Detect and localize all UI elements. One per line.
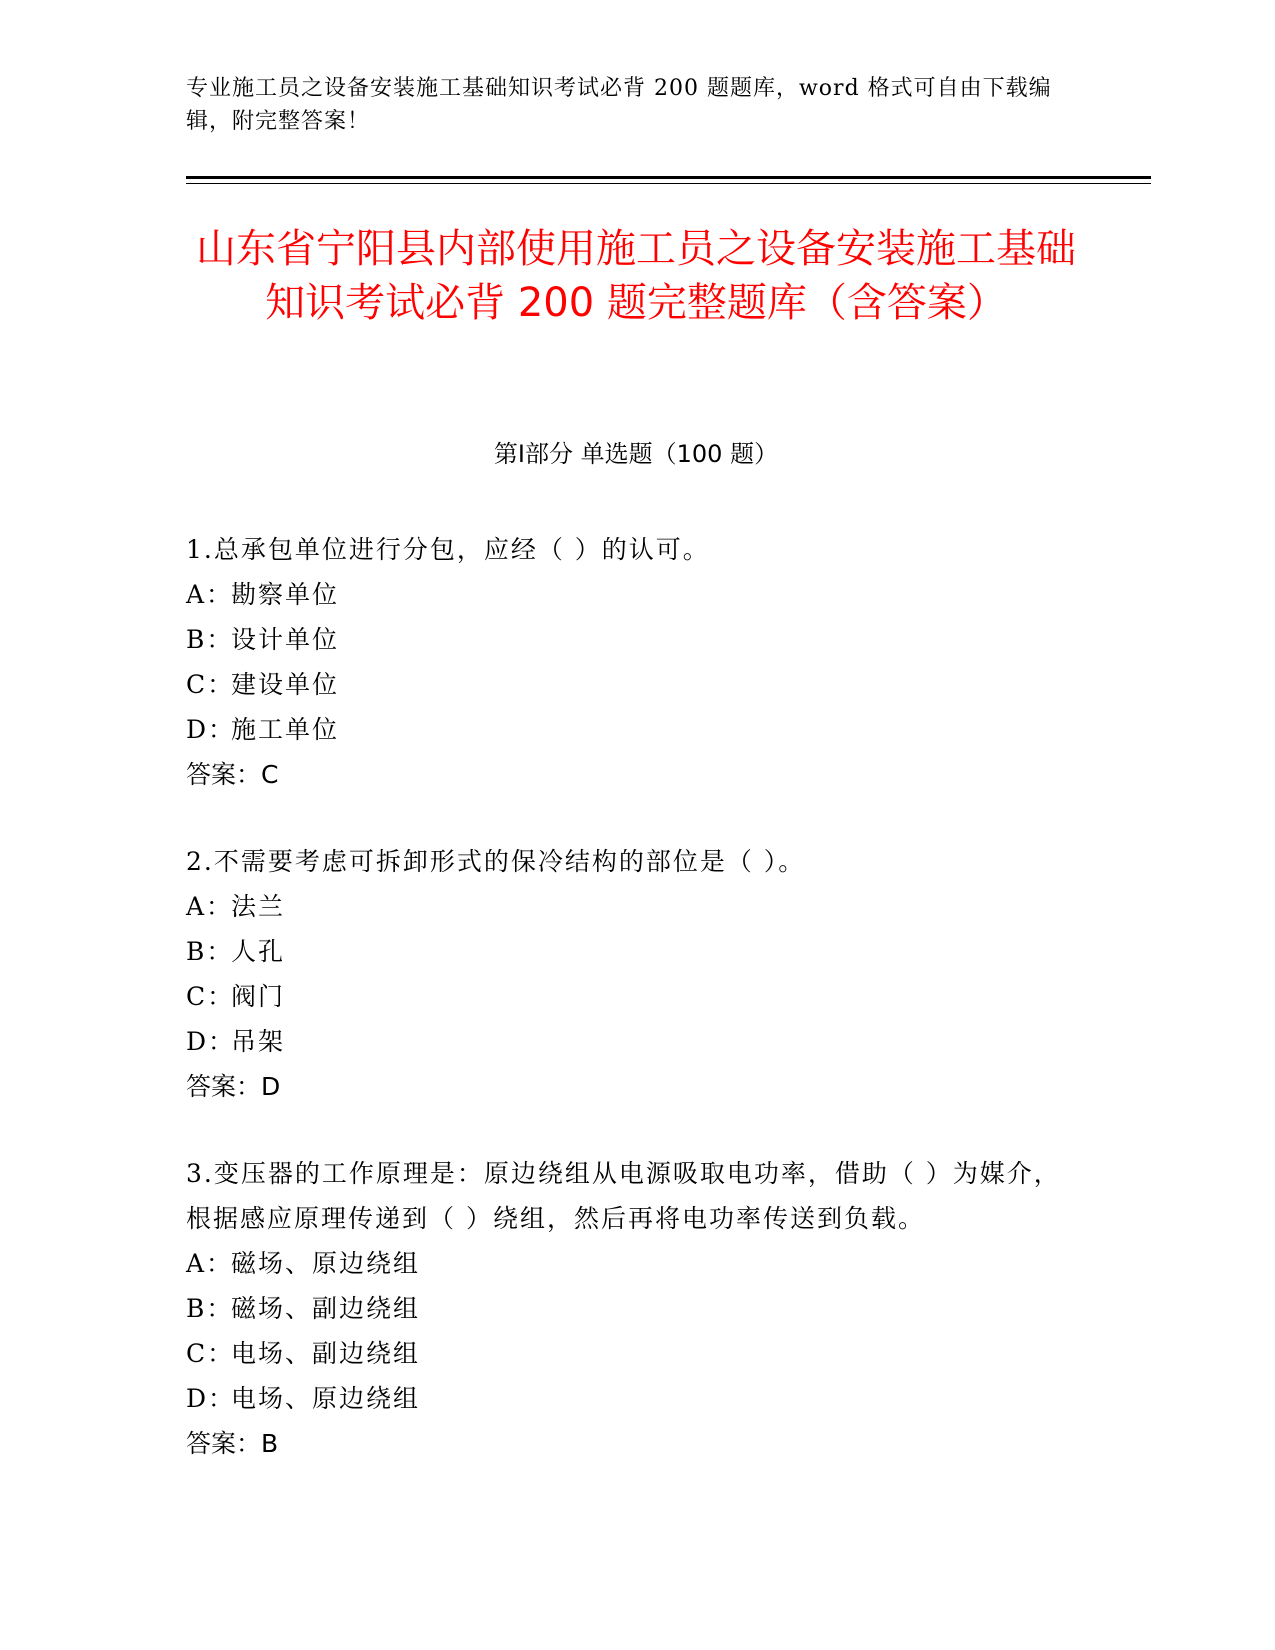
answer: 答案：B (186, 1429, 279, 1458)
option-b (186, 929, 1086, 974)
option-text: 建设单位 (231, 670, 340, 699)
option-d (186, 1376, 1086, 1421)
question-list (186, 527, 1086, 1508)
question-1 (186, 527, 1086, 797)
option-c (186, 662, 1086, 707)
option-text: 磁场、原边绕组 (231, 1249, 421, 1278)
option-letter: A： (186, 1249, 234, 1278)
option-a (186, 1241, 1086, 1286)
option-text: 法兰 (231, 892, 286, 921)
option-text: 电场、副边绕组 (231, 1339, 421, 1368)
question-text: 1.总承包单位进行分包，应经（ ）的认可。 (186, 535, 710, 564)
option-a (186, 884, 1086, 929)
option-letter: B： (186, 937, 234, 966)
option-d (186, 1019, 1086, 1064)
header-rule-thin (186, 183, 1151, 184)
option-text: 电场、原边绕组 (231, 1384, 421, 1413)
answer: 答案：D (186, 1072, 281, 1101)
question-text: 3.变压器的工作原理是：原边绕组从电源吸取电功率，借助（ ）为媒介，根据感应原理传递到（ ）绕组，然后再将电功率传送到负载。 (186, 1159, 1061, 1233)
option-letter: D： (186, 1027, 236, 1056)
option-a (186, 572, 1086, 617)
option-text: 人孔 (231, 937, 286, 966)
option-c (186, 974, 1086, 1019)
question-text: 2.不需要考虑可拆卸形式的保冷结构的部位是（ ）。 (186, 847, 806, 876)
document-title: 山东省宁阳县内部使用施工员之设备安装施工基础知识考试必背 200 题完整题库（含答案） (196, 226, 1076, 326)
option-letter: B： (186, 625, 234, 654)
option-b (186, 1286, 1086, 1331)
option-letter: A： (186, 892, 234, 921)
option-text: 磁场、副边绕组 (231, 1294, 421, 1323)
question-3 (186, 1151, 1086, 1466)
option-text: 设计单位 (231, 625, 340, 654)
option-letter: C： (186, 982, 235, 1011)
answer: 答案：C (186, 760, 279, 789)
option-letter: D： (186, 715, 236, 744)
option-letter: D： (186, 1384, 236, 1413)
option-text: 施工单位 (231, 715, 340, 744)
option-letter: C： (186, 670, 235, 699)
option-text: 阀门 (231, 982, 286, 1011)
option-letter: A： (186, 580, 234, 609)
option-b (186, 617, 1086, 662)
option-letter: C： (186, 1339, 235, 1368)
option-letter: B： (186, 1294, 234, 1323)
option-text: 勘察单位 (231, 580, 340, 609)
question-2 (186, 839, 1086, 1109)
option-d (186, 707, 1086, 752)
section-title: 第Ⅰ部分 单选题（100 题） (493, 440, 779, 468)
option-c (186, 1331, 1086, 1376)
header-note: 专业施工员之设备安装施工基础知识考试必背 200 题题库，word 格式可自由下载编辑，附完整答案！ (186, 76, 1052, 134)
option-text: 吊架 (231, 1027, 286, 1056)
header-rule-thick (186, 176, 1151, 179)
